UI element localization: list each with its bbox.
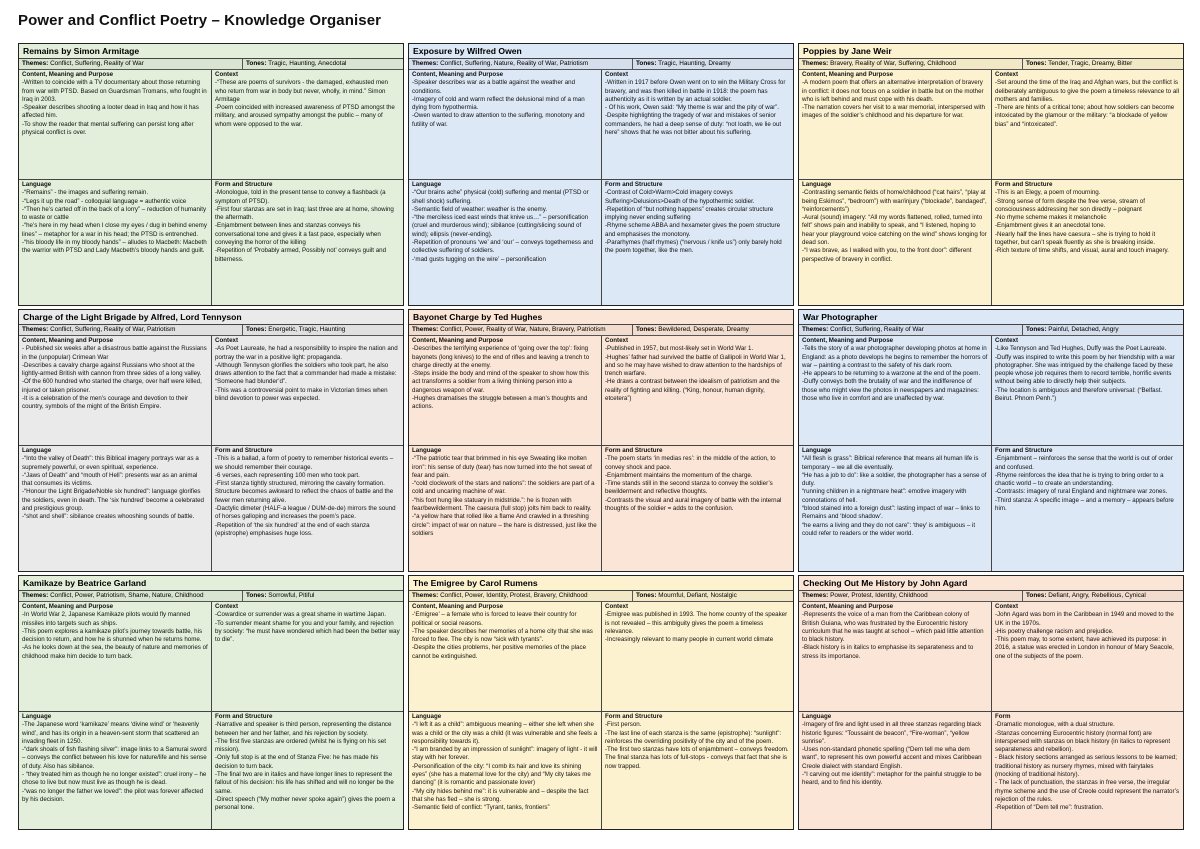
note-line: -Third stanza: A specific image – and a memory – appears before him. — [995, 496, 1174, 513]
poem-title: Kamikaze by Beatrice Garland — [19, 576, 403, 591]
themes-tones-row — [409, 325, 793, 336]
content-section — [799, 70, 991, 180]
language-section — [409, 180, 601, 305]
note-line: -Repetition of “but nothing happens” creates circular structure implying never ending suffering — [605, 205, 774, 222]
note-line: -“These are poems of survivors - the damaged, exhausted men who return from war in body but never, wholly, in mind.” Simon Armitage — [215, 79, 388, 103]
language-section — [19, 712, 211, 829]
note-line: -John Agard was born in the Caribbean in 1949 and moved to the UK in the 1970s. — [995, 611, 1174, 627]
themes-tones-row — [799, 591, 1183, 602]
form-section — [601, 712, 793, 829]
content-section — [409, 336, 601, 446]
section-heading: Form and Structure — [605, 713, 663, 720]
note-line: -Hughes dramatises the struggle between a man’s thoughts and actions. — [412, 395, 588, 411]
form-section — [991, 180, 1183, 305]
section-heading: Context — [215, 603, 239, 610]
form-section — [211, 712, 403, 829]
note-line: -Repetition of “Dem tell me”: frustration. — [995, 804, 1104, 812]
tones-label: Tones: — [636, 592, 657, 599]
note-line: -Imagery of cold and warm reflect the delusional mind of a man dying from hypothermia. — [412, 95, 585, 112]
tones-value: Sorrowful, Pitiful — [268, 592, 315, 599]
language-section — [19, 446, 211, 571]
note-line: -“Our brains ache” physical (cold) suffering and mental (PTSD or shell shock) suffering. — [412, 189, 589, 205]
section-heading: Context — [215, 337, 239, 344]
note-line: -“I was brave, as I walked with you, to the front door”: different perspective of bravery in conflict. — [802, 247, 972, 263]
tones-field — [1023, 591, 1183, 601]
note-line: -Emigree was published in 1993. The home country of the speaker is not revealed – this ambiguity gives the poem a timeless relevance. — [605, 611, 788, 635]
themes-field — [409, 325, 633, 335]
context-section — [211, 336, 403, 446]
note-line: -“his bloody life in my bloody hands” – alludes to Macbeth: Macbeth the warrior with PTSD and Lady Macbeth’s bloody hands and guilt. — [22, 239, 207, 255]
content-section — [409, 602, 601, 712]
themes-value: Power, Protest, Identity, Childhood — [830, 592, 928, 599]
themes-label: Themes: — [412, 592, 439, 599]
note-line: “running children in a nightmare heat”: emotive imagery with connotations of hell. — [802, 488, 967, 504]
themes-tones-row — [799, 59, 1183, 70]
note-line: -Describes a cavalry charge against Russians who shoot at the lightly-armed British with cannon from three sides of a long valley. — [22, 361, 202, 378]
poem-title: War Photographer — [799, 310, 1183, 325]
tones-value: Energetic, Tragic, Haunting — [268, 326, 346, 333]
poem-title: Poppies by Jane Weir — [799, 44, 1183, 59]
note-line: -Repetition of ‘Probably armed, Possibly not’ conveys guilt and bitterness. — [215, 247, 387, 263]
themes-label: Themes: — [412, 60, 439, 67]
themes-value: Conflict, Power, Patriotism, Shame, Nature, Childhood — [50, 592, 204, 599]
poem-title: Exposure by Wilfred Owen — [409, 44, 793, 59]
context-section — [601, 336, 793, 446]
language-section — [799, 712, 991, 829]
context-section — [991, 336, 1183, 446]
tones-value: Painful, Detached, Angry — [1048, 326, 1119, 333]
themes-tones-row — [409, 59, 793, 70]
note-line: -He draws a contrast between the idealism of patriotism and the reality of fighting and killing. (“King, honour, human dignity, etcetera”) — [605, 378, 780, 403]
poem-card — [18, 43, 404, 306]
note-line: -Contrasts: imagery of rural England and nightmare war zones. — [995, 488, 1168, 496]
note-line: -‘mad gusts tugging on the wire’ – personification — [412, 255, 546, 263]
tones-field — [633, 325, 793, 335]
note-line: -Semantic field of weather: weather is the enemy. — [412, 205, 548, 213]
poem-sections — [409, 602, 793, 829]
section-heading: Content, Meaning and Purpose — [22, 337, 114, 344]
note-line: -“Then he’s carted off in the back of a lorry” – reduction of humanity to waste or cattle — [22, 205, 207, 222]
section-heading: Language — [802, 181, 832, 188]
note-line: -Tells the story of a war photographer developing photos at home in England: as a photo develops he begins to remember the horrors of war – painting a contrast to the safety of his dark room. — [802, 345, 988, 369]
themes-field — [409, 591, 633, 601]
themes-value: Conflict, Suffering, Reality of War — [830, 326, 924, 333]
note-line: -To show the reader that mental suffering can persist long after physical conflict is over. — [22, 120, 194, 137]
tones-value: Tragic, Haunting, Dreamy — [658, 60, 731, 67]
themes-value: Conflict, Suffering, Reality of War — [50, 60, 144, 67]
themes-value: Bravery, Reality of War, Suffering, Childhood — [830, 60, 957, 67]
poem-sections — [19, 602, 403, 829]
section-heading: Form and Structure — [605, 181, 663, 188]
note-line: -This was a controversial point to make in Victorian times when blind devotion to power was expected. — [215, 386, 388, 403]
note-line: -This poem may, to some extent, have achieved its purpose: in 2016, a statue was erected in London in honour of Mary Seacole, one of the subjects of the poem. — [995, 636, 1174, 660]
note-line: -This is an Elegy, a poem of mourning. — [995, 189, 1101, 197]
note-line: -Rhyme scheme ABBA and hexameter gives the poem structure and emphasises the monotony. — [605, 222, 781, 238]
note-line: -“I am branded by an impression of sunlight”: imagery of light - it will stay with her forever. — [412, 746, 598, 762]
poem-card — [408, 309, 794, 572]
note-line: -Repetition of pronouns ‘we’ and ‘our’ – conveys togetherness and collective suffering of soldiers. — [412, 239, 594, 255]
note-line: -Despite highlighting the tragedy of war and mistakes of senior commanders, he had a deep sense of duty: “not loath, we lie out here” shows that he was not bitter about his suffering. — [605, 112, 782, 137]
poem-sections — [19, 70, 403, 305]
poem-sections — [799, 70, 1183, 305]
section-heading: Content, Meaning and Purpose — [802, 603, 894, 610]
note-line: -The narration covers her visit to a war memorial, interspersed with images of the soldier’s childhood and his departure for war. — [802, 104, 985, 120]
themes-field — [19, 325, 243, 335]
form-section — [601, 180, 793, 305]
poem-card — [798, 43, 1184, 306]
note-line: “All flesh is grass”: Biblical reference that means all human life is temporary – we all die eventually. — [802, 455, 979, 471]
themes-value: Conflict, Power, Identity, Protest, Bravery, Childhood — [440, 592, 588, 599]
note-line: -Despite the cities problems, her positive memories of the place cannot be extinguished. — [412, 644, 587, 660]
note-line: -Speaker describes war as a battle against the weather and conditions. — [412, 79, 576, 95]
form-section — [211, 180, 403, 305]
note-line: -“My city hides behind me”: it is vulnerable and – despite the fact that she has fled – she is strong. — [412, 787, 589, 803]
note-line: - The lack of punctuation, the stanzas in free verse, the irregular rhyme scheme and the use of Creole could represent the narrator’s rejection of the rules. — [995, 779, 1180, 803]
section-heading: Context — [605, 337, 629, 344]
themes-label: Themes: — [22, 326, 49, 333]
poem-card — [18, 309, 404, 572]
note-line: -“his foot hung like statuary in midstride.”: he is frozen with fear/bewilderment. The caesura (full stop) jolts him back to reality. — [412, 496, 592, 513]
note-line: -“Remains” - the images and suffering remain. — [22, 189, 149, 197]
section-heading: Form and Structure — [215, 447, 273, 454]
tones-label: Tones: — [246, 326, 267, 333]
note-line: -Pararhymes (half rhymes) (“nervous / knife us”) only barely hold the poem together, like the men. — [605, 239, 782, 255]
section-heading: Context — [995, 603, 1019, 610]
tones-label: Tones: — [246, 60, 267, 67]
tones-value: Defiant, Angry, Rebellious, Cynical — [1048, 592, 1146, 599]
note-line: -The Japanese word ‘kamikaze’ means ‘divine wind’ or ‘heavenly wind’, and has its origin in a heaven-sent storm that scattered an invading fleet in 1250. — [22, 721, 200, 745]
note-line: -It is a celebration of the men’s courage and devotion to their country, symbols of the might of the British Empire. — [22, 395, 189, 411]
themes-tones-row — [409, 591, 793, 602]
note-line: -“I carving out me identity”: metaphor for the painful struggle to be heard, and to find his identity. — [802, 771, 982, 787]
note-line: -The final two are in italics and have longer lines to represent the fallout of his decision: his life has shifted and will no longer be the same. — [215, 771, 394, 795]
note-line: -Stanzas concerning Eurocentric history (normal font) are interspersed with stanzas on black history (in italics to represent separateness and rebellion). — [995, 729, 1171, 754]
note-line: -Owen wanted to draw attention to the suffering, monotony and futility of war. — [412, 112, 585, 128]
language-section — [409, 446, 601, 571]
note-line: -‘Emigree’ – a female who is forced to leave their country for political or social reasons. — [412, 611, 577, 627]
content-section — [409, 70, 601, 180]
note-line: -Describes the terrifying experience of ‘going over the top’: fixing bayonets (long knives) to the end of rifles and leaving a trench to charge directly at the enemy. — [412, 345, 590, 369]
poem-title: Charge of the Light Brigade by Alfred, Lord Tennyson — [19, 310, 403, 325]
poem-title: Remains by Simon Armitage — [19, 44, 403, 59]
themes-value: Conflict, Suffering, Nature, Reality of War, Patriotism — [440, 60, 589, 67]
note-line: -“he’s here in my head when I close my eyes / dug in behind enemy lines” – metaphor for a war in his head; the PTSD is entrenched. — [22, 222, 207, 238]
tones-value: Mournful, Defiant, Nostalgic — [658, 592, 737, 599]
note-line: -“Jaws of Death” and “mouth of Hell”: presents war as an animal that consumes its victims. — [22, 471, 198, 488]
themes-field — [19, 59, 243, 69]
tones-label: Tones: — [636, 60, 657, 67]
themes-label: Themes: — [802, 60, 829, 67]
note-line: - Black history sections arranged as serious lessons to be learned; traditional history as nursery rhymes, mixed with fairytales (mocking of traditional history). — [995, 754, 1177, 779]
note-line: -Narrative and speaker is third person, representing the distance between her and her father, and his rejection by society. — [215, 721, 392, 737]
section-heading: Content, Meaning and Purpose — [802, 71, 894, 78]
note-line: -“the merciless iced east winds that knive us…” – personification (cruel and murderous wind); sibilance (cutting/slicing sound of wind); ellipsis (never-ending). — [412, 214, 589, 238]
note-line: -Of the 600 hundred who started the charge, over half were killed, injured or taken prisoner. — [22, 378, 202, 394]
poem-sections — [799, 602, 1183, 829]
note-line: -Black history is in italics to emphasise its separateness and to stress its importance. — [802, 644, 974, 660]
note-line: -Monologue, told in the present tense to convey a flashback (a symptom of PTSD). — [215, 189, 386, 205]
note-line: -Poem coincided with increased awareness of PTSD amongst the military, and aroused sympathy amongst the public – many of whom were opposed to the war. — [215, 104, 395, 128]
poem-card — [798, 575, 1184, 830]
themes-tones-row — [19, 591, 403, 602]
context-section — [601, 602, 793, 712]
tones-field — [1023, 325, 1183, 335]
poem-card — [408, 43, 794, 306]
content-section — [19, 602, 211, 712]
note-line: -Rhyme reinforces the idea that he is trying to bring order to a chaotic world – to create an understanding. — [995, 471, 1164, 488]
tones-label: Tones: — [1026, 326, 1047, 333]
tones-value: Tender, Tragic, Dreamy, Bitter — [1048, 60, 1133, 67]
context-section — [991, 602, 1183, 712]
themes-label: Themes: — [412, 326, 439, 333]
note-line: -Set around the time of the Iraq and Afghan wars, but the conflict is deliberately ambiguous to give the poem a timeless relevance to all mothers and families. — [995, 79, 1180, 103]
section-heading: Content, Meaning and Purpose — [412, 603, 504, 610]
note-line: - “they treated him as though he no longer existed”: cruel irony – he chose to live but now must live as though he is dead. — [22, 771, 207, 787]
section-heading: Context — [995, 337, 1019, 344]
themes-label: Themes: — [802, 592, 829, 599]
section-heading: Language — [802, 713, 832, 720]
note-line: -This poem explores a kamikaze pilot’s journey towards battle, his decision to return, and how he is shunned when he returns home. — [22, 627, 203, 644]
note-line: -“was no longer the father we loved”: the pilot was forever affected by his decision. — [22, 787, 204, 803]
themes-label: Themes: — [22, 592, 49, 599]
section-heading: Context — [995, 71, 1019, 78]
language-section — [799, 446, 991, 571]
note-line: -Contrasts the visual and aural imagery of battle with the internal thoughts of the soldier = adds to the confusion. — [605, 496, 782, 513]
note-line: -No rhyme scheme makes it melancholic — [995, 214, 1107, 222]
language-section — [19, 180, 211, 305]
note-line: - Published six weeks after a disastrous battle against the Russians in the (unpopular) Crimean War — [22, 345, 207, 361]
content-section — [19, 336, 211, 446]
context-section — [211, 602, 403, 712]
poem-title: The Emigree by Carol Rumens — [409, 576, 793, 591]
note-line: -Enjambment maintains the momentum of the charge. — [605, 471, 753, 479]
section-heading: Language — [22, 713, 52, 720]
poem-card — [798, 309, 1184, 572]
section-heading: Form and Structure — [215, 181, 273, 188]
note-line: -Represents the voice of a man from the Caribbean colony of British Guiana, who was frustrated by the Eurocentric history curriculum that he was taught at school – which paid little attention to black history. — [802, 611, 984, 644]
tones-field — [243, 591, 403, 601]
themes-field — [799, 325, 1023, 335]
note-line: -As he looks down at the sea, the beauty of nature and memories of childhood make him decide to turn back. — [22, 644, 208, 660]
themes-tones-row — [799, 325, 1183, 336]
section-heading: Content, Meaning and Purpose — [802, 337, 894, 344]
themes-tones-row — [19, 325, 403, 336]
note-line: -Aural (sound) imagery: “All my words flattened, rolled, turned into felt” shows pain and inability to speak, and “I listened, hoping to hear your playground voice catching on the wind” shows longing for dead son. — [802, 214, 987, 247]
section-heading: Content, Meaning and Purpose — [412, 337, 504, 344]
note-line: -6 verses, each representing 100 men who took part. — [215, 471, 360, 479]
note-line: -In World War 2, Japanese Kamikaze pilots would fly manned missiles into targets such as ships. — [22, 611, 191, 627]
note-line: -Nearly half the lines have caesura – she is trying to hold it together, but can’t speak fluently as she is breaking inside. — [995, 230, 1156, 247]
note-line: -Repetition of ‘the six hundred’ at the end of each stanza (epistrophe) emphasises huge loss. — [215, 521, 370, 537]
note-line: -Duffy conveys both the brutality of war and the indifference of those who might view the photos in newspapers and magazines: those who live in comfort and are unaffected by war. — [802, 378, 979, 403]
poem-title: Bayonet Charge by Ted Hughes — [409, 310, 793, 325]
section-heading: Language — [412, 447, 442, 454]
note-line: -To surrender meant shame for you and your family, and rejection by society: “he must have wondered which had been the better way to die”. — [215, 619, 400, 644]
tones-value: Bewildered, Desperate, Dreamy — [658, 326, 749, 333]
note-line: -As Poet Laureate, he had a responsibility to inspire the nation and portray the war in a positive light: propaganda. — [215, 345, 398, 361]
themes-field — [799, 59, 1023, 69]
note-line: -“Into the valley of Death”: this Biblical imagery portrays war as a supremely powerful, or even spiritual, experience. — [22, 455, 199, 471]
section-heading: Form — [995, 713, 1011, 720]
note-line: -The location is ambiguous and therefore universal: (“Belfast. Beirut. Phnom Penh.”) — [995, 386, 1163, 403]
note-line: -Duffy was inspired to write this poem by her friendship with a war photographer. She was intrigued by the challenge faced by these people whose job requires them to record terrible, horrific events without being able to directly help their subjects. — [995, 353, 1175, 386]
note-line: -“The patriotic tear that brimmed in his eye Sweating like molten iron”: his sense of duty (tear) has now turned into the hot sweat of fear and pain. — [412, 455, 592, 479]
note-line: -The poem starts ‘in medias res’: in the middle of the action, to convey shock and pace. — [605, 455, 776, 471]
note-line: -He appears to be returning to a warzone at the end of the poem. — [802, 370, 981, 378]
note-line: -Published in 1957, but most-likely set in World War 1. — [605, 345, 754, 353]
context-section — [601, 70, 793, 180]
note-line: -Dactylic dimeter (HALF-a league / DUM-de-de) mirrors the sound of horses galloping and increases the poem’s pace. — [215, 505, 396, 521]
themes-field — [19, 591, 243, 601]
note-line: -First person. — [605, 721, 642, 729]
note-line: “blood stained into a foreign dust”: lasting impact of war – links to Remains and ‘blood shadow’. — [802, 505, 980, 521]
poem-grid — [18, 43, 1184, 831]
poem-title: Checking Out Me History by John Agard — [799, 576, 1183, 591]
note-line: -Cowardice or surrender was a great shame in wartime Japan. — [215, 611, 386, 619]
note-line: -The first two stanzas have lots of enjambment – conveys freedom. The final stanza has lots of full-stops - conveys that fact that she is now trapped. — [605, 746, 789, 770]
note-line: -Enjambment gives it an anecdotal tone. — [995, 222, 1106, 230]
section-heading: Context — [605, 71, 629, 78]
content-section — [799, 336, 991, 446]
note-line: -The first five stanzas are ordered (whilst he is flying on his set mission). — [215, 737, 386, 754]
section-heading: Language — [412, 181, 442, 188]
note-line: -Enjambment between lines and stanzas conveys his conversational tone and gives it a fast pace, especially when conveying the horror of the killing — [215, 222, 381, 247]
section-heading: Form and Structure — [605, 447, 663, 454]
section-heading: Form and Structure — [215, 713, 273, 720]
note-line: -There are hints of a critical tone; about how soldiers can become intoxicated by the glamour or the military: “a blockade of yellow bias” and “intoxicated”. — [995, 104, 1175, 128]
content-section — [19, 70, 211, 180]
note-line: -A modern poem that offers an alternative interpretation of bravery in conflict: it does not focus on a soldier in battle but on the mother who is left behind and must cope with his death. — [802, 79, 984, 103]
note-line: -Contrasting semantic fields of home/childhood (“cat hairs”, “play at being Eskimos”, “bedroom”) with war/injury (“blockade”, bandaged”, “reinforcements”) — [802, 189, 987, 213]
tones-field — [243, 325, 403, 335]
section-heading: Content, Meaning and Purpose — [412, 71, 504, 78]
section-heading: Content, Meaning and Purpose — [22, 603, 114, 610]
note-line: -“cold clockwork of the stars and nations”: the soldiers are part of a cold and uncaring machine of war. — [412, 480, 595, 496]
note-line: -The speaker describes her memories of a home city that she was forced to flee. The city is now “sick with tyrants”. — [412, 627, 593, 644]
section-heading: Form and Structure — [995, 447, 1053, 454]
note-line: -Direct speech (“My mother never spoke again”) gives the poem a personal tone. — [215, 795, 396, 812]
poem-sections — [799, 336, 1183, 571]
themes-tones-row — [19, 59, 403, 70]
note-line: -Only full stop is at the end of Stanza Five: he has made his decision to turn back. — [215, 754, 379, 770]
note-line: -His poetry challenge racism and prejudice. — [995, 627, 1114, 635]
themes-value: Conflict, Suffering, Reality of War, Patriotism — [50, 326, 176, 333]
note-line: -This is a ballad, a form of poetry to remember historical events – we should remember their courage. — [215, 455, 394, 471]
tones-field — [1023, 59, 1183, 69]
themes-field — [409, 59, 633, 69]
poem-sections — [409, 70, 793, 305]
note-line: -“dark shoals of fish flashing silver”: image links to a Samurai sword – conveys the conflict between his love for nature/life and his sense of duty. Also has sibilance. — [22, 746, 207, 770]
tones-value: Tragic, Haunting, Anecdotal — [268, 60, 347, 67]
note-line: -Like Tennyson and Ted Hughes, Duffy was the Poet Laureate. — [995, 345, 1167, 353]
themes-label: Themes: — [802, 326, 829, 333]
note-line: -“a yellow hare that rolled like a flame And crawled in a threshing circle”: impact of war on nature – the hare is distressed, just like the soldiers — [412, 513, 597, 537]
themes-label: Themes: — [22, 60, 49, 67]
tones-label: Tones: — [246, 592, 267, 599]
form-section — [211, 446, 403, 571]
note-line: -Contrast of Cold>Warm>Cold imagery coveys Suffering>Delusions>Death of the hypothermic soldier. — [605, 189, 755, 205]
poem-card — [408, 575, 794, 830]
note-line: -“shot and shell”: sibilance creates whooshing sounds of battle. — [22, 513, 195, 521]
section-heading: Language — [802, 447, 832, 454]
note-line: -Written to coincide with a TV documentary about those returning from war with PTSD. Based on Guardsman Tromans, who fought in Iraq in 2003. — [22, 79, 207, 103]
form-section — [991, 712, 1183, 829]
note-line: -Personification of the city: “I comb its hair and love its shining eyes” (she has a maternal love for the city) and “My city takes me dancing” (it is romantic and passionate lover) — [412, 762, 591, 787]
page-title: Power and Conflict Poetry – Knowledge Organiser — [18, 12, 382, 29]
form-section — [601, 446, 793, 571]
note-line: “He has a job to do”: like a soldier, the photographer has a sense of duty. — [802, 471, 987, 488]
note-line: -Steps inside the body and mind of the speaker to show how this act transforms a soldier from a living thinking person into a dangerous weapon of war. — [412, 370, 589, 394]
note-line: -Speaker describes shooting a looter dead in Iraq and how it has affected him. — [22, 104, 199, 120]
note-line: -Uses non-standard phonetic spelling (“Dem tell me wha dem want”, to represent his own powerful accent and mixes Caribbean Creole dialect with standard English. — [802, 746, 982, 770]
themes-value: Conflict, Power, Reality of War, Nature, Bravery, Patriotism — [440, 326, 606, 333]
note-line: -“Honour the Light Brigade/Noble six hundred”: language glorifies the soldiers, even in death. The ‘six hundred’ become a celebrated and prestigious group. — [22, 488, 204, 513]
note-line: -Imagery of fire and light used in all three stanzas regarding black historic figures: “Toussaint de beacon”, “Fire-woman”, “yellow sunrise”. — [802, 721, 982, 745]
note-line: -First four stanzas are set in Iraq; last three are at home, showing the aftermath. — [215, 205, 394, 222]
note-line: - Of his work, Owen said: “My theme is war and the pity of war”. — [605, 104, 779, 112]
section-heading: Content, Meaning and Purpose — [22, 71, 114, 78]
tones-field — [633, 591, 793, 601]
content-section — [799, 602, 991, 712]
note-line: -First stanza tightly structured, mirroring the cavalry formation. Structure becomes awkward to reflect the chaos of battle and the fewer men returning alive. — [215, 480, 394, 504]
section-heading: Language — [22, 181, 52, 188]
note-line: -Dramatic monologue, with a dual structure. — [995, 721, 1115, 729]
note-line: -“Legs it up the road” - colloquial language = authentic voice — [22, 197, 187, 205]
note-line: -Although Tennyson glorifies the soldiers who took part, he also draws attention to the fact that a commander had made a mistake: “Someone had blunder’d”. — [215, 361, 397, 386]
poem-sections — [19, 336, 403, 571]
context-section — [211, 70, 403, 180]
note-line: -“I left it as a child”: ambiguous meaning – either she left when she was a child or the city was a child (it was vulnerable and she feels a responsibility towards it). — [412, 721, 598, 745]
context-section — [991, 70, 1183, 180]
note-line: -Enjambment – reinforces the sense that the world is out of order and confused. — [995, 455, 1173, 471]
note-line: -Semantic field of conflict: “Tyrant, tanks, frontiers” — [412, 804, 550, 812]
tones-field — [243, 59, 403, 69]
note-line: -Time stands still in the second stanza to convey the soldier’s bewilderment and reflective thoughts. — [605, 480, 773, 496]
section-heading: Context — [215, 71, 239, 78]
themes-field — [799, 591, 1023, 601]
note-line: -Written in 1917 before Owen went on to win the Military Cross for bravery, and was then killed in battle in 1918: the poem has authenticity as it is written by an actual soldier. — [605, 79, 786, 103]
note-line: -Strong sense of form despite the free verse, stream of consciousness addressing her son directly – poignant — [995, 197, 1145, 213]
language-section — [799, 180, 991, 305]
section-heading: Language — [22, 447, 52, 454]
tones-label: Tones: — [1026, 592, 1047, 599]
poem-sections — [409, 336, 793, 571]
note-line: -Hughes’ father had survived the battle of Gallipoli in World War 1, and so he may have wished to draw attention to the hardships of trench warfare. — [605, 353, 786, 378]
form-section — [991, 446, 1183, 571]
tones-label: Tones: — [636, 326, 657, 333]
section-heading: Language — [412, 713, 442, 720]
note-line: -Rich texture of time shifts, and visual, aural and touch imagery. — [995, 247, 1169, 255]
section-heading: Form and Structure — [995, 181, 1053, 188]
tones-field — [633, 59, 793, 69]
note-line: “he earns a living and they do not care”: ‘they’ is ambiguous – it could refer to readers or the wider world. — [802, 521, 976, 537]
note-line: -Increasingly relevant to many people in current world climate — [605, 636, 774, 644]
tones-label: Tones: — [1026, 60, 1047, 67]
section-heading: Context — [605, 603, 629, 610]
language-section — [409, 712, 601, 829]
poem-card — [18, 575, 404, 830]
note-line: -The last line of each stanza is the same (epistrophe): “sunlight”: reinforces the overriding positivity of the city and of the poem. — [605, 729, 782, 745]
